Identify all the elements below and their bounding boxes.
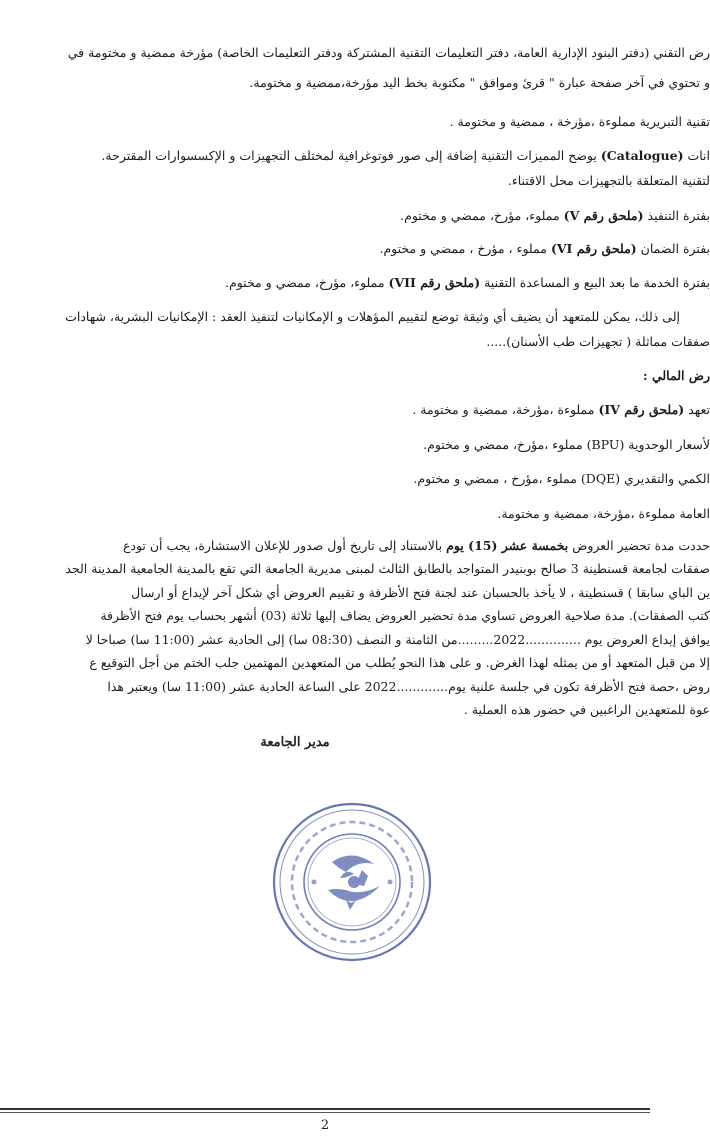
text-line: كتب الصفقات). مدة صلاحية العروض تساوي مدة تحضير العروض يضاف إليها ثلاثة (03) أشهر بحساب يوم فتح الأظرفة <box>100 608 710 623</box>
text-line: لتقنية المتعلقة بالتجهيزات محل الاقتناء. <box>507 173 710 188</box>
official-stamp <box>262 800 452 970</box>
signature-title: مدير الجامعة <box>260 735 330 750</box>
text-line: حددت مدة تحضير العروض بخمسة عشر (15) يوم بالاستناد إلى تاريخ أول صدور للإعلان الاستشارة، يجب أن تودع <box>122 538 710 553</box>
text-line: بفترة الخدمة ما بعد البيع و المساعدة التقنية (ملحق رقم VII) مملوء، مؤرخ، ممضي و مختوم. <box>225 275 710 290</box>
text-line: بفترة الضمان (ملحق رقم VI) مملوء ، مؤرخ ، ممضي و مختوم. <box>379 241 710 256</box>
section-heading: رض المالي : <box>642 368 710 383</box>
text-line: بفترة التنفيذ (ملحق رقم V) مملوء، مؤرخ، ممضي و مختوم. <box>400 208 710 223</box>
text-line: روض ،حصة فتح الأظرفة تكون في جلسة علنية يوم.............2022 على الساعة الحادية عشر (11:00 سا) ويعتبر هذا <box>107 679 710 694</box>
text-line: و تحتوي في آخر صفحة عبارة " قرئ وموافق " مكتوبة بخط اليد مؤرخة،ممضية و مختومة. <box>249 75 710 90</box>
text-line: تقنية التبريرية مملوءة ،مؤرخة ، ممضية و مختومة . <box>449 114 710 129</box>
footer-divider <box>0 1108 650 1110</box>
text-line: تعهد (ملحق رقم IV) مملوءة ،مؤرخة، ممضية و مختومة . <box>412 402 710 417</box>
text-line: إلا من قبل المتعهد أو من يمثله لهذا الغرض. و على هذا النحو يُطلب من المتعهدين المهتمين جلب الختم من أجل التوقيع ع <box>89 655 710 670</box>
text-line: يوافق إيداع العروض يوم ..............2022.........من الثامنة و النصف (08:30 سا) إلى الحادية عشر (11:00 سا) صباحا لا <box>85 632 710 647</box>
text-line: صفقات مماثلة ( تجهيزات طب الأسنان)..... <box>486 334 710 349</box>
footer-divider-thin <box>0 1112 650 1113</box>
text-line: ين الباي سابقا ) قسنطينة ، لا يأخذ بالحسبان عند لجنة فتح الأظرفة و تقييم العروض أي شكل آخر لإيداع أو ارسال <box>131 585 710 600</box>
page-number: 2 <box>320 1118 330 1133</box>
text-line: العامة مملوءة ،مؤرخة، ممضية و مختومة. <box>497 506 710 521</box>
text-line: رض التقني (دفتر البنود الإدارية العامة، دفتر التعليمات التقنية المشتركة ودفتر التعليمات الخاصة) مؤرخة ممضية و مختومة في <box>67 45 710 60</box>
text-line: عوة للمتعهدين الراغبين في حضور هذه العملية . <box>463 702 710 717</box>
text-line: لأسعار الوحدوية (BPU) مملوء ،مؤرخ، ممضي و مختوم. <box>423 437 710 452</box>
text-line: انات (Catalogue) يوضح المميزات التقنية إضافة إلى صور فوتوغرافية لمختلف التجهيزات و الإكسسوارات المقترحة. <box>101 148 710 163</box>
text-line: إلى ذلك، يمكن للمتعهد أن يضيف أي وثيقة توضع لتقييم المؤهلات و الإمكانيات لتنفيذ العقد : الإمكانيات البشرية، شهادات <box>65 309 680 324</box>
text-line: صفقات لجامعة قسنطينة 3 صالح بوبنيدر المتواجد بالطابق الثالث لمبنى مديرية الجامعة التي تقع بالمدينة الجامعية المدينة الجد <box>65 561 710 576</box>
text-line: الكمي والتقديري (DQE) مملوء ،مؤرخ ، ممضي و مختوم. <box>413 471 710 486</box>
